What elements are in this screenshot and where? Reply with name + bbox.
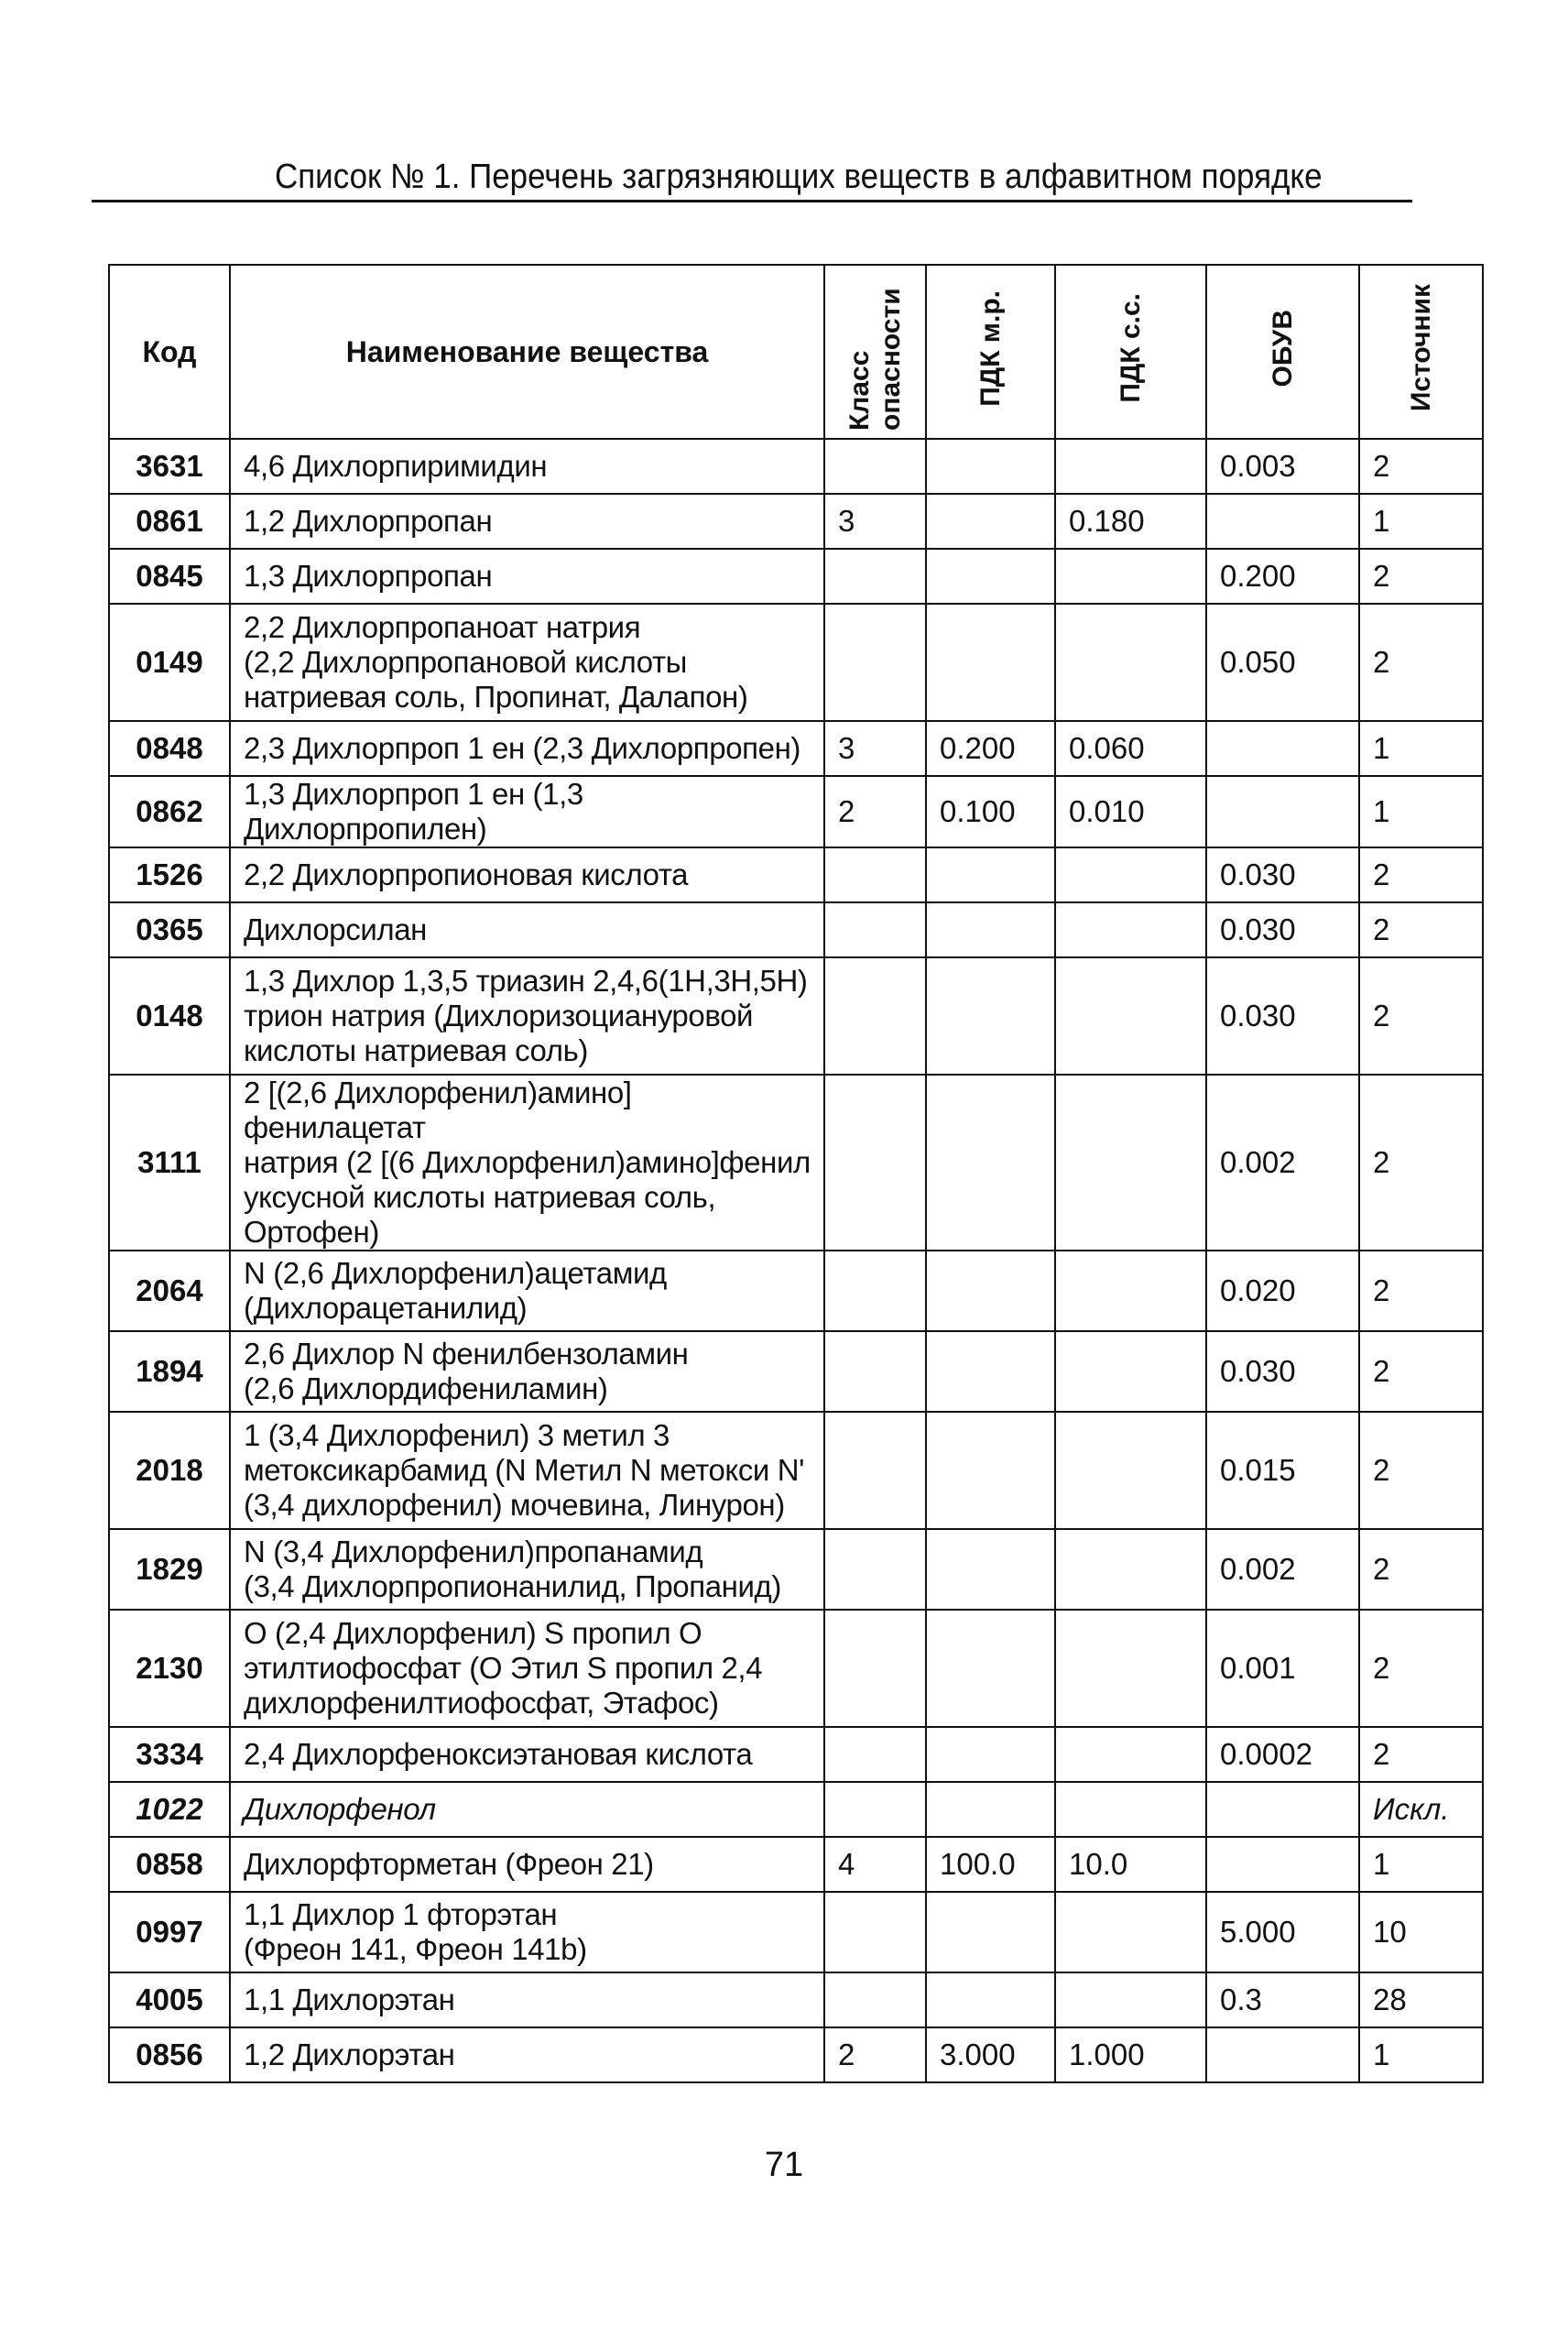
table-row [109, 1610, 1483, 1727]
substance-name-line: 1,1 Дихлор 1 фторэтан [244, 1897, 558, 1931]
cell-source: 2 [1359, 1727, 1483, 1782]
cell-pdk-mr [926, 439, 1055, 494]
cell-pdk-ss [1055, 1412, 1206, 1529]
header-code: Код [109, 265, 230, 439]
table-row [109, 1837, 1483, 1892]
cell-hazard-class [824, 847, 926, 902]
cell-obuv: 0.030 [1206, 1331, 1359, 1412]
cell-source: 2 [1359, 957, 1483, 1075]
table-row [109, 847, 1483, 902]
table-body [109, 439, 1483, 2082]
table-row [109, 1075, 1483, 1251]
cell-hazard-class [824, 1412, 926, 1529]
cell-source: 28 [1359, 1972, 1483, 2027]
cell-pdk-ss: 0.010 [1055, 776, 1206, 847]
substance-name-line: 4,6 Дихлорпиримидин [244, 449, 548, 483]
cell-code: 0845 [109, 549, 230, 604]
cell-pdk-mr [926, 494, 1055, 549]
cell-pdk-mr [926, 902, 1055, 957]
table-row [109, 1892, 1483, 1972]
cell-source: 2 [1359, 902, 1483, 957]
cell-hazard-class: 2 [824, 776, 926, 847]
cell-code: 1022 [109, 1782, 230, 1837]
cell-pdk-mr [926, 1727, 1055, 1782]
cell-substance-name [230, 1529, 824, 1610]
table-row [109, 1727, 1483, 1782]
cell-source: 2 [1359, 1331, 1483, 1412]
cell-hazard-class [824, 1727, 926, 1782]
cell-code: 3111 [109, 1075, 230, 1251]
table-row [109, 776, 1483, 847]
substances-table [108, 264, 1484, 2083]
cell-hazard-class: 3 [824, 721, 926, 776]
header-source: Источник [1359, 265, 1483, 439]
cell-substance-name [230, 1892, 824, 1972]
cell-pdk-ss [1055, 1075, 1206, 1251]
cell-pdk-mr [926, 1075, 1055, 1251]
substance-name-line: трион натрия (Дихлоризоциануровой [244, 999, 754, 1032]
substance-name-line: Дихлорсилан [244, 912, 427, 946]
substance-name-line: 2,2 Дихлорпропаноат натрия [244, 610, 641, 644]
cell-pdk-ss [1055, 604, 1206, 721]
cell-hazard-class [824, 902, 926, 957]
cell-obuv: 0.030 [1206, 847, 1359, 902]
cell-code: 2018 [109, 1412, 230, 1529]
header-pdk-ss: ПДК с.с. [1055, 265, 1206, 439]
cell-pdk-ss: 1.000 [1055, 2027, 1206, 2082]
cell-obuv: 0.002 [1206, 1529, 1359, 1610]
cell-pdk-mr [926, 1892, 1055, 1972]
cell-pdk-mr: 100.0 [926, 1837, 1055, 1892]
substance-name-line: натрия (2 [(6 Дихлорфенил)амино]фенил [244, 1145, 811, 1179]
cell-hazard-class [824, 1251, 926, 1331]
cell-source: 2 [1359, 604, 1483, 721]
cell-source: 1 [1359, 2027, 1483, 2082]
cell-hazard-class [824, 604, 926, 721]
cell-substance-name [230, 1782, 824, 1837]
substance-name-line: 1,3 Дихлор 1,3,5 триазин 2,4,6(1H,3H,5H) [244, 964, 808, 998]
cell-obuv [1206, 776, 1359, 847]
substance-name-line: 2,4 Дихлорфеноксиэтановая кислота [244, 1737, 753, 1771]
substance-name-line: этилтиофосфат (O Этил S пропил 2,4 [244, 1651, 763, 1685]
substance-name-line: (3,4 Дихлорпропионанилид, Пропанид) [244, 1569, 781, 1603]
substance-name-line: (Фреон 141, Фреон 141b) [244, 1932, 587, 1966]
title-underline [92, 200, 1412, 202]
cell-pdk-ss [1055, 1331, 1206, 1412]
cell-code: 1829 [109, 1529, 230, 1610]
cell-obuv [1206, 494, 1359, 549]
table-row [109, 1972, 1483, 2027]
cell-code: 3631 [109, 439, 230, 494]
cell-substance-name [230, 604, 824, 721]
table-row [109, 604, 1483, 721]
substance-name-line: (2,2 Дихлорпропановой кислоты [244, 645, 687, 679]
page-number: 71 [764, 2146, 804, 2184]
cell-code: 2064 [109, 1251, 230, 1331]
cell-pdk-mr [926, 1972, 1055, 2027]
cell-hazard-class [824, 1782, 926, 1837]
table-row [109, 2027, 1483, 2082]
cell-pdk-ss [1055, 1892, 1206, 1972]
cell-substance-name [230, 902, 824, 957]
cell-code: 3334 [109, 1727, 230, 1782]
cell-obuv: 0.3 [1206, 1972, 1359, 2027]
substance-name-line: (Дихлорацетанилид) [244, 1291, 528, 1325]
cell-hazard-class [824, 1331, 926, 1412]
cell-pdk-ss [1055, 1972, 1206, 2027]
cell-source: 1 [1359, 494, 1483, 549]
substance-name-line: 1,2 Дихлорпропан [244, 504, 493, 538]
table-header-row [109, 265, 1483, 439]
cell-pdk-mr [926, 1412, 1055, 1529]
cell-pdk-mr: 0.100 [926, 776, 1055, 847]
cell-code: 0858 [109, 1837, 230, 1892]
cell-obuv: 0.200 [1206, 549, 1359, 604]
cell-source: 10 [1359, 1892, 1483, 1972]
table-row [109, 439, 1483, 494]
cell-source: 2 [1359, 549, 1483, 604]
cell-hazard-class [824, 549, 926, 604]
cell-pdk-ss [1055, 1727, 1206, 1782]
cell-pdk-ss [1055, 957, 1206, 1075]
cell-substance-name [230, 1610, 824, 1727]
cell-substance-name [230, 2027, 824, 2082]
substance-name-line: метоксикарбамид (N Метил N метокси N' [244, 1453, 805, 1487]
cell-obuv: 0.050 [1206, 604, 1359, 721]
cell-substance-name [230, 1412, 824, 1529]
cell-substance-name [230, 1075, 824, 1251]
substance-name-line: кислоты натриевая соль) [244, 1033, 589, 1067]
cell-substance-name [230, 847, 824, 902]
cell-pdk-mr [926, 1529, 1055, 1610]
table-row [109, 1782, 1483, 1837]
table-row [109, 902, 1483, 957]
cell-substance-name [230, 1837, 824, 1892]
cell-code: 0862 [109, 776, 230, 847]
cell-obuv [1206, 1837, 1359, 1892]
cell-hazard-class [824, 1892, 926, 1972]
cell-source: 2 [1359, 1412, 1483, 1529]
cell-obuv [1206, 721, 1359, 776]
cell-obuv: 0.030 [1206, 902, 1359, 957]
cell-pdk-mr [926, 1331, 1055, 1412]
cell-pdk-ss [1055, 549, 1206, 604]
table-row [109, 494, 1483, 549]
cell-obuv: 0.001 [1206, 1610, 1359, 1727]
cell-substance-name [230, 1727, 824, 1782]
cell-source: 2 [1359, 847, 1483, 902]
substance-name-line: 2,6 Дихлор N фенилбензоламин [244, 1337, 689, 1371]
cell-pdk-ss [1055, 847, 1206, 902]
cell-pdk-ss [1055, 1529, 1206, 1610]
substance-name-line: Дихлорфторметан (Фреон 21) [244, 1847, 654, 1881]
substance-name-line: 1,3 Дихлорпроп 1 ен (1,3 Дихлорпропилен) [244, 777, 583, 846]
cell-source: 2 [1359, 439, 1483, 494]
cell-source: 2 [1359, 1610, 1483, 1727]
cell-pdk-mr [926, 549, 1055, 604]
cell-code: 0997 [109, 1892, 230, 1972]
substance-name-line: (3,4 дихлорфенил) мочевина, Линурон) [244, 1488, 785, 1522]
cell-substance-name [230, 439, 824, 494]
cell-pdk-ss: 10.0 [1055, 1837, 1206, 1892]
substance-name-line: дихлорфенилтиофосфат, Этафос) [244, 1686, 719, 1720]
cell-source: 1 [1359, 776, 1483, 847]
cell-pdk-ss [1055, 902, 1206, 957]
cell-pdk-ss [1055, 1610, 1206, 1727]
cell-source: 2 [1359, 1529, 1483, 1610]
cell-substance-name [230, 494, 824, 549]
substance-name-line: N (3,4 Дихлорфенил)пропанамид [244, 1535, 703, 1568]
header-pdk-mr: ПДК м.р. [926, 265, 1055, 439]
cell-obuv: 0.003 [1206, 439, 1359, 494]
substance-name-line: уксусной кислоты натриевая соль, Ортофен) [244, 1180, 716, 1249]
table-row [109, 721, 1483, 776]
cell-hazard-class: 4 [824, 1837, 926, 1892]
cell-hazard-class: 2 [824, 2027, 926, 2082]
cell-source: 1 [1359, 721, 1483, 776]
cell-obuv: 0.0002 [1206, 1727, 1359, 1782]
cell-source: 2 [1359, 1251, 1483, 1331]
substance-name-line: 1,2 Дихлорэтан [244, 2037, 455, 2071]
substance-name-line: 2 [(2,6 Дихлорфенил)амино] фенилацетат [244, 1076, 632, 1144]
cell-code: 0861 [109, 494, 230, 549]
substance-name-line: 1 (3,4 Дихлорфенил) 3 метил 3 [244, 1418, 670, 1452]
substance-name-line: Дихлорфенол [244, 1792, 436, 1826]
cell-pdk-ss [1055, 439, 1206, 494]
table-row [109, 1251, 1483, 1331]
cell-pdk-mr [926, 847, 1055, 902]
cell-hazard-class: 3 [824, 494, 926, 549]
cell-hazard-class [824, 1529, 926, 1610]
cell-substance-name [230, 1331, 824, 1412]
cell-code: 0149 [109, 604, 230, 721]
cell-hazard-class [824, 439, 926, 494]
cell-code: 4005 [109, 1972, 230, 2027]
cell-pdk-mr: 3.000 [926, 2027, 1055, 2082]
cell-source: Искл. [1359, 1782, 1483, 1837]
cell-pdk-ss [1055, 1251, 1206, 1331]
cell-substance-name [230, 1251, 824, 1331]
table-row [109, 549, 1483, 604]
table-row [109, 1412, 1483, 1529]
cell-pdk-mr [926, 1782, 1055, 1837]
cell-pdk-mr [926, 957, 1055, 1075]
substance-name-line: 2,3 Дихлорпроп 1 ен (2,3 Дихлорпропен) [244, 731, 800, 765]
substance-name-line: натриевая соль, Пропинат, Далапон) [244, 680, 748, 714]
cell-pdk-ss [1055, 1782, 1206, 1837]
cell-hazard-class [824, 1610, 926, 1727]
substance-name-line: N (2,6 Дихлорфенил)ацетамид [244, 1256, 667, 1290]
cell-code: 0365 [109, 902, 230, 957]
substance-name-line: (2,6 Дихлордифениламин) [244, 1371, 608, 1405]
substance-name-line: 2,2 Дихлорпропионовая кислота [244, 858, 689, 891]
substance-name-line: O (2,4 Дихлорфенил) S пропил O [244, 1616, 702, 1650]
cell-pdk-mr: 0.200 [926, 721, 1055, 776]
cell-pdk-ss: 0.060 [1055, 721, 1206, 776]
cell-substance-name [230, 721, 824, 776]
cell-pdk-ss: 0.180 [1055, 494, 1206, 549]
cell-code: 0148 [109, 957, 230, 1075]
substance-name-line: 1,1 Дихлорэтан [244, 1983, 455, 2016]
cell-hazard-class [824, 1075, 926, 1251]
cell-obuv: 5.000 [1206, 1892, 1359, 1972]
cell-substance-name [230, 776, 824, 847]
cell-pdk-mr [926, 1610, 1055, 1727]
cell-obuv [1206, 2027, 1359, 2082]
cell-substance-name [230, 957, 824, 1075]
cell-hazard-class [824, 957, 926, 1075]
cell-obuv [1206, 1782, 1359, 1837]
cell-code: 0848 [109, 721, 230, 776]
cell-substance-name [230, 549, 824, 604]
cell-obuv: 0.030 [1206, 957, 1359, 1075]
table-row [109, 1331, 1483, 1412]
page-title: Список № 1. Перечень загрязняющих веществ в алфавитном порядке [275, 158, 1323, 196]
cell-obuv: 0.020 [1206, 1251, 1359, 1331]
cell-substance-name [230, 1972, 824, 2027]
cell-obuv: 0.015 [1206, 1412, 1359, 1529]
cell-code: 2130 [109, 1610, 230, 1727]
header-name: Наименование вещества [230, 265, 824, 439]
cell-code: 0856 [109, 2027, 230, 2082]
cell-code: 1894 [109, 1331, 230, 1412]
cell-pdk-mr [926, 604, 1055, 721]
table-row [109, 957, 1483, 1075]
table-row [109, 1529, 1483, 1610]
cell-code: 1526 [109, 847, 230, 902]
cell-source: 2 [1359, 1075, 1483, 1251]
header-obuv: ОБУВ [1206, 265, 1359, 439]
cell-hazard-class [824, 1972, 926, 2027]
cell-obuv: 0.002 [1206, 1075, 1359, 1251]
header-hazard-class: Класс опасности [824, 265, 926, 439]
cell-pdk-mr [926, 1251, 1055, 1331]
cell-source: 1 [1359, 1837, 1483, 1892]
substance-name-line: 1,3 Дихлорпропан [244, 559, 493, 593]
